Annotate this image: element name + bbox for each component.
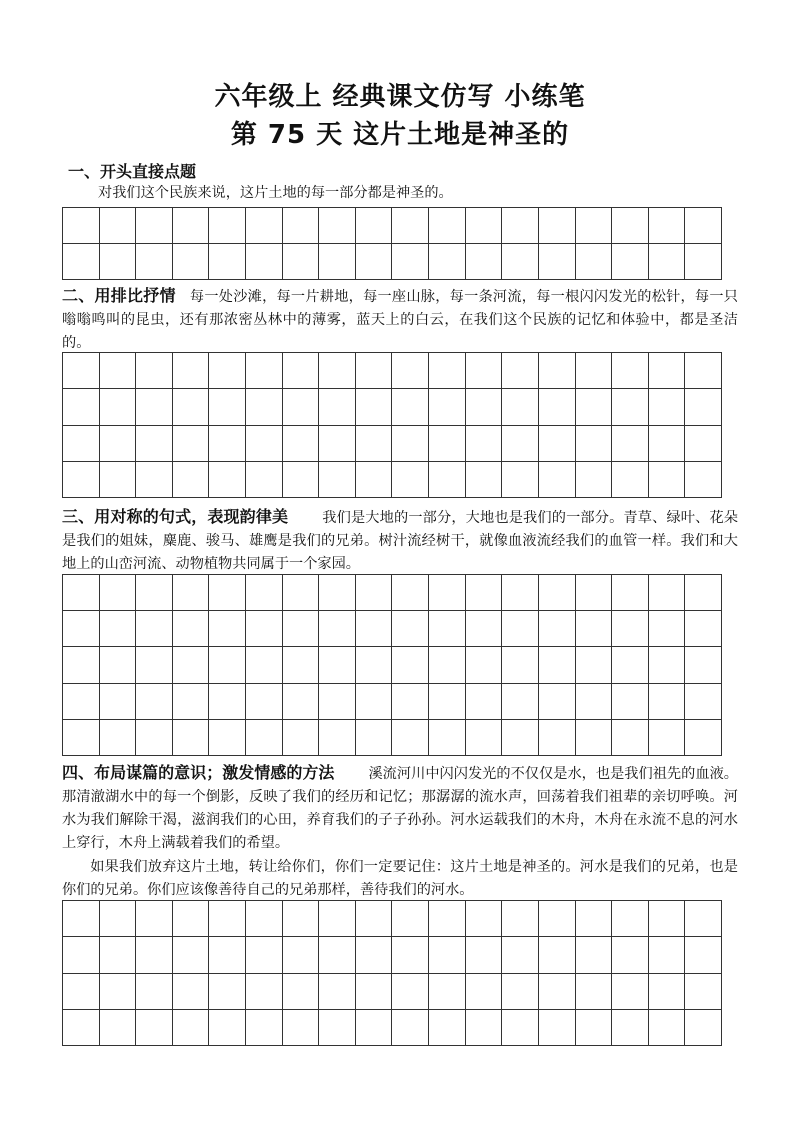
grid-cell[interactable] — [283, 647, 320, 683]
grid-cell[interactable] — [63, 901, 100, 937]
grid-cell[interactable] — [283, 353, 320, 389]
grid-cell[interactable] — [283, 720, 320, 756]
grid-cell[interactable] — [429, 462, 466, 498]
section-3-heading: 三、用对称的句式，表现韵律美 — [62, 507, 289, 526]
grid-cell[interactable] — [209, 244, 246, 280]
grid-cell[interactable] — [685, 353, 722, 389]
grid-cell[interactable] — [539, 244, 576, 280]
grid-cell[interactable] — [685, 901, 722, 937]
grid-cell[interactable] — [246, 1010, 283, 1046]
grid-cell[interactable] — [539, 462, 576, 498]
section-3-text: 我们是大地的一部分，大地也是我们的一部分。青草、绿叶、花朵是我们的姐妹，麋鹿、骏马、雄鹰是我们的兄弟。树汁流经树干，就像血液流经我们的血管一样。我们和大地上的山峦河流、动物植物共同属于一个家园。 — [62, 510, 738, 572]
grid-cell[interactable] — [246, 684, 283, 720]
grid-cell[interactable] — [246, 937, 283, 973]
grid-cell[interactable] — [502, 974, 539, 1010]
grid-cell[interactable] — [502, 575, 539, 611]
grid-cell[interactable] — [392, 720, 429, 756]
grid-cell[interactable] — [209, 462, 246, 498]
grid-cell[interactable] — [319, 1010, 356, 1046]
grid-cell[interactable] — [685, 208, 722, 244]
grid-cell[interactable] — [502, 389, 539, 425]
grid-cell[interactable] — [63, 389, 100, 425]
grid-cell[interactable] — [173, 611, 210, 647]
grid-cell[interactable] — [612, 426, 649, 462]
grid-cell[interactable] — [539, 1010, 576, 1046]
grid-cell[interactable] — [685, 389, 722, 425]
grid-cell[interactable] — [246, 462, 283, 498]
grid-cell[interactable] — [209, 974, 246, 1010]
grid-cell[interactable] — [502, 611, 539, 647]
grid-cell[interactable] — [612, 937, 649, 973]
grid-cell[interactable] — [612, 208, 649, 244]
grid-cell[interactable] — [392, 1010, 429, 1046]
grid-cell[interactable] — [429, 1010, 466, 1046]
grid-cell[interactable] — [209, 647, 246, 683]
grid-cell[interactable] — [356, 244, 393, 280]
grid-cell[interactable] — [319, 611, 356, 647]
section-4-heading: 四、布局谋篇的意识；激发情感的方法 — [62, 763, 335, 782]
grid-cell[interactable] — [685, 462, 722, 498]
grid-cell[interactable] — [685, 575, 722, 611]
grid-cell[interactable] — [100, 389, 137, 425]
grid-cell[interactable] — [173, 720, 210, 756]
grid-cell[interactable] — [100, 684, 137, 720]
grid-cell[interactable] — [649, 244, 686, 280]
grid-cell[interactable] — [649, 647, 686, 683]
grid-cell[interactable] — [319, 937, 356, 973]
grid-cell[interactable] — [209, 575, 246, 611]
grid-cell[interactable] — [173, 353, 210, 389]
grid-cell[interactable] — [246, 575, 283, 611]
grid-cell[interactable] — [136, 353, 173, 389]
grid-cell[interactable] — [429, 611, 466, 647]
grid-cell[interactable] — [466, 611, 503, 647]
grid-cell[interactable] — [392, 575, 429, 611]
grid-cell[interactable] — [319, 462, 356, 498]
grid-cell[interactable] — [576, 901, 613, 937]
grid-cell[interactable] — [356, 684, 393, 720]
grid-cell[interactable] — [576, 720, 613, 756]
grid-cell[interactable] — [246, 208, 283, 244]
grid-cell[interactable] — [100, 575, 137, 611]
grid-cell[interactable] — [246, 611, 283, 647]
grid-cell[interactable] — [429, 720, 466, 756]
grid-cell[interactable] — [612, 1010, 649, 1046]
section-3-paragraph — [62, 505, 738, 576]
grid-cell[interactable] — [685, 244, 722, 280]
grid-cell[interactable] — [319, 389, 356, 425]
grid-cell[interactable] — [649, 208, 686, 244]
grid-cell[interactable] — [685, 937, 722, 973]
section-2-paragraph — [62, 284, 738, 355]
grid-cell[interactable] — [466, 575, 503, 611]
grid-cell[interactable] — [649, 426, 686, 462]
grid-cell[interactable] — [576, 1010, 613, 1046]
grid-cell[interactable] — [100, 1010, 137, 1046]
grid-cell[interactable] — [429, 901, 466, 937]
grid-cell[interactable] — [429, 208, 466, 244]
grid-cell[interactable] — [502, 684, 539, 720]
grid-cell[interactable] — [209, 937, 246, 973]
grid-cell[interactable] — [136, 426, 173, 462]
grid-cell[interactable] — [136, 244, 173, 280]
grid-cell[interactable] — [100, 462, 137, 498]
grid-cell[interactable] — [356, 353, 393, 389]
grid-cell[interactable] — [429, 684, 466, 720]
grid-cell[interactable] — [63, 611, 100, 647]
grid-cell[interactable] — [100, 353, 137, 389]
grid-cell[interactable] — [466, 684, 503, 720]
writing-grid-4[interactable] — [62, 900, 722, 1046]
grid-cell[interactable] — [539, 647, 576, 683]
grid-cell[interactable] — [209, 353, 246, 389]
grid-cell[interactable] — [685, 684, 722, 720]
grid-cell[interactable] — [356, 720, 393, 756]
grid-cell[interactable] — [502, 937, 539, 973]
grid-cell[interactable] — [466, 462, 503, 498]
grid-cell[interactable] — [100, 937, 137, 973]
grid-cell[interactable] — [209, 426, 246, 462]
grid-cell[interactable] — [173, 974, 210, 1010]
grid-cell[interactable] — [649, 611, 686, 647]
grid-cell[interactable] — [466, 244, 503, 280]
grid-cell[interactable] — [612, 389, 649, 425]
grid-cell[interactable] — [209, 684, 246, 720]
grid-cell[interactable] — [429, 974, 466, 1010]
grid-cell[interactable] — [283, 611, 320, 647]
grid-cell[interactable] — [319, 684, 356, 720]
grid-cell[interactable] — [319, 575, 356, 611]
grid-cell[interactable] — [246, 389, 283, 425]
section-2-text: 每一处沙滩，每一片耕地，每一座山脉，每一条河流，每一根闪闪发光的松针，每一只嗡嗡鸣叫的昆虫，还有那浓密丛林中的薄雾，蓝天上的白云，在我们这个民族的记忆和体验中，都是圣洁的。 — [62, 289, 738, 351]
grid-cell[interactable] — [466, 208, 503, 244]
grid-cell[interactable] — [539, 426, 576, 462]
writing-grid-1[interactable] — [62, 207, 722, 280]
grid-cell[interactable] — [612, 684, 649, 720]
grid-cell[interactable] — [136, 462, 173, 498]
grid-cell[interactable] — [685, 720, 722, 756]
grid-cell[interactable] — [576, 462, 613, 498]
grid-cell[interactable] — [502, 426, 539, 462]
grid-cell[interactable] — [429, 647, 466, 683]
grid-cell[interactable] — [209, 720, 246, 756]
grid-cell[interactable] — [173, 208, 210, 244]
grid-cell[interactable] — [173, 937, 210, 973]
grid-cell[interactable] — [63, 462, 100, 498]
grid-cell[interactable] — [392, 462, 429, 498]
grid-cell[interactable] — [502, 353, 539, 389]
grid-cell[interactable] — [612, 462, 649, 498]
grid-cell[interactable] — [173, 244, 210, 280]
grid-cell[interactable] — [246, 244, 283, 280]
grid-cell[interactable] — [100, 647, 137, 683]
grid-cell[interactable] — [283, 1010, 320, 1046]
grid-cell[interactable] — [356, 575, 393, 611]
grid-cell[interactable] — [612, 720, 649, 756]
grid-cell[interactable] — [356, 462, 393, 498]
grid-cell[interactable] — [539, 208, 576, 244]
grid-cell[interactable] — [63, 937, 100, 973]
grid-cell[interactable] — [466, 1010, 503, 1046]
grid-cell[interactable] — [466, 353, 503, 389]
grid-cell[interactable] — [429, 575, 466, 611]
grid-cell[interactable] — [392, 426, 429, 462]
section-1-text — [62, 182, 738, 205]
grid-cell[interactable] — [502, 1010, 539, 1046]
grid-cell[interactable] — [429, 426, 466, 462]
section-2-heading: 二、用排比抒情 — [62, 286, 176, 305]
grid-cell[interactable] — [246, 647, 283, 683]
grid-cell[interactable] — [283, 937, 320, 973]
grid-cell[interactable] — [466, 974, 503, 1010]
grid-cell[interactable] — [283, 575, 320, 611]
grid-cell[interactable] — [649, 353, 686, 389]
grid-cell[interactable] — [283, 974, 320, 1010]
grid-cell[interactable] — [319, 974, 356, 1010]
grid-cell[interactable] — [612, 575, 649, 611]
grid-cell[interactable] — [576, 647, 613, 683]
grid-cell[interactable] — [356, 389, 393, 425]
grid-cell[interactable] — [392, 647, 429, 683]
grid-cell[interactable] — [685, 1010, 722, 1046]
grid-cell[interactable] — [63, 974, 100, 1010]
grid-cell[interactable] — [283, 244, 320, 280]
grid-cell[interactable] — [246, 353, 283, 389]
grid-cell[interactable] — [649, 684, 686, 720]
grid-cell[interactable] — [649, 937, 686, 973]
grid-cell[interactable] — [283, 901, 320, 937]
grid-cell[interactable] — [576, 575, 613, 611]
grid-cell[interactable] — [100, 244, 137, 280]
grid-cell[interactable] — [612, 244, 649, 280]
grid-cell[interactable] — [319, 353, 356, 389]
grid-cell[interactable] — [576, 611, 613, 647]
grid-cell[interactable] — [576, 937, 613, 973]
grid-cell[interactable] — [100, 901, 137, 937]
grid-cell[interactable] — [649, 462, 686, 498]
grid-cell[interactable] — [283, 208, 320, 244]
grid-cell[interactable] — [685, 974, 722, 1010]
grid-cell[interactable] — [649, 901, 686, 937]
grid-cell[interactable] — [136, 575, 173, 611]
grid-cell[interactable] — [283, 426, 320, 462]
grid-cell[interactable] — [136, 720, 173, 756]
grid-cell[interactable] — [209, 611, 246, 647]
grid-cell[interactable] — [576, 208, 613, 244]
grid-cell[interactable] — [392, 244, 429, 280]
grid-cell[interactable] — [100, 208, 137, 244]
grid-cell[interactable] — [209, 901, 246, 937]
grid-cell[interactable] — [209, 389, 246, 425]
grid-cell[interactable] — [612, 647, 649, 683]
grid-cell[interactable] — [283, 462, 320, 498]
grid-cell[interactable] — [576, 244, 613, 280]
grid-cell[interactable] — [319, 244, 356, 280]
section-4-text: 溪流河川中闪闪发光的不仅仅是水，也是我们祖先的血液。那清澈湖水中的每一个倒影，反映了我们的经历和记忆；那潺潺的流水声，回荡着我们祖辈的亲切呼唤。河水为我们解除干渴，滋润我们的心田，养育我们的子子孙孙。河水运载我们的木舟，木舟在永流不息的河水上穿行，木舟上满载着我们的希望。 — [62, 766, 738, 851]
grid-cell[interactable] — [136, 389, 173, 425]
grid-cell[interactable] — [136, 647, 173, 683]
grid-cell[interactable] — [576, 426, 613, 462]
grid-cell[interactable] — [649, 575, 686, 611]
grid-cell[interactable] — [63, 353, 100, 389]
grid-cell[interactable] — [392, 611, 429, 647]
grid-cell[interactable] — [136, 208, 173, 244]
grid-cell[interactable] — [63, 426, 100, 462]
grid-cell[interactable] — [649, 1010, 686, 1046]
grid-cell[interactable] — [649, 720, 686, 756]
grid-cell[interactable] — [502, 462, 539, 498]
grid-cell[interactable] — [466, 901, 503, 937]
grid-cell[interactable] — [502, 208, 539, 244]
grid-cell[interactable] — [63, 244, 100, 280]
grid-cell[interactable] — [612, 901, 649, 937]
grid-cell[interactable] — [136, 611, 173, 647]
grid-cell[interactable] — [63, 575, 100, 611]
grid-cell[interactable] — [649, 389, 686, 425]
grid-cell[interactable] — [649, 974, 686, 1010]
grid-cell[interactable] — [283, 684, 320, 720]
grid-cell[interactable] — [63, 720, 100, 756]
grid-cell[interactable] — [319, 426, 356, 462]
grid-cell[interactable] — [356, 1010, 393, 1046]
grid-cell[interactable] — [356, 208, 393, 244]
grid-cell[interactable] — [429, 244, 466, 280]
grid-cell[interactable] — [319, 720, 356, 756]
section-1-sentence: 对我们这个民族来说，这片土地的每一部分都是神圣的。 — [98, 185, 453, 201]
grid-cell[interactable] — [136, 937, 173, 973]
grid-cell[interactable] — [246, 974, 283, 1010]
grid-cell[interactable] — [63, 647, 100, 683]
grid-cell[interactable] — [576, 389, 613, 425]
grid-cell[interactable] — [612, 353, 649, 389]
grid-cell[interactable] — [173, 684, 210, 720]
grid-cell[interactable] — [612, 974, 649, 1010]
section-1-heading: 一、开头直接点题 — [68, 162, 197, 181]
grid-cell[interactable] — [502, 720, 539, 756]
grid-cell[interactable] — [392, 974, 429, 1010]
grid-cell[interactable] — [246, 901, 283, 937]
grid-cell[interactable] — [539, 611, 576, 647]
grid-cell[interactable] — [173, 1010, 210, 1046]
grid-cell[interactable] — [466, 426, 503, 462]
grid-cell[interactable] — [63, 208, 100, 244]
section-4-paragraph — [62, 761, 738, 855]
lesson-title: 第 75 天 这片土地是神圣的 — [230, 120, 570, 150]
grid-cell[interactable] — [685, 611, 722, 647]
grid-cell[interactable] — [173, 389, 210, 425]
grid-cell[interactable] — [246, 426, 283, 462]
grid-cell[interactable] — [173, 647, 210, 683]
grid-cell[interactable] — [63, 684, 100, 720]
grid-cell[interactable] — [356, 901, 393, 937]
grid-cell[interactable] — [246, 720, 283, 756]
grid-cell[interactable] — [136, 974, 173, 1010]
grid-cell[interactable] — [100, 974, 137, 1010]
grid-cell[interactable] — [136, 684, 173, 720]
grid-cell[interactable] — [539, 937, 576, 973]
grid-cell[interactable] — [539, 974, 576, 1010]
grid-cell[interactable] — [466, 937, 503, 973]
grid-cell[interactable] — [539, 575, 576, 611]
grid-cell[interactable] — [319, 647, 356, 683]
grid-cell[interactable] — [576, 974, 613, 1010]
writing-grid-2[interactable] — [62, 352, 722, 498]
grid-cell[interactable] — [283, 389, 320, 425]
grid-cell[interactable] — [502, 647, 539, 683]
grid-cell[interactable] — [539, 901, 576, 937]
grid-cell[interactable] — [173, 575, 210, 611]
grid-cell[interactable] — [392, 937, 429, 973]
section-4-paragraph-2 — [62, 856, 738, 902]
grid-cell[interactable] — [100, 426, 137, 462]
grid-cell[interactable] — [319, 901, 356, 937]
grid-cell[interactable] — [392, 389, 429, 425]
section-4-text-2: 如果我们放弃这片土地，转让给你们，你们一定要记住：这片土地是神圣的。河水是我们的兄弟，也是你们的兄弟。你们应该像善待自己的兄弟那样，善待我们的河水。 — [62, 859, 738, 898]
grid-cell[interactable] — [539, 720, 576, 756]
grid-cell[interactable] — [576, 353, 613, 389]
grid-cell[interactable] — [356, 974, 393, 1010]
grid-cell[interactable] — [429, 353, 466, 389]
grid-cell[interactable] — [356, 937, 393, 973]
grid-cell[interactable] — [173, 462, 210, 498]
grid-cell[interactable] — [685, 647, 722, 683]
grid-cell[interactable] — [539, 389, 576, 425]
grid-cell[interactable] — [392, 901, 429, 937]
grid-cell[interactable] — [136, 901, 173, 937]
grid-cell[interactable] — [356, 611, 393, 647]
writing-grid-3[interactable] — [62, 574, 722, 756]
grid-cell[interactable] — [100, 611, 137, 647]
grid-cell[interactable] — [466, 389, 503, 425]
grid-cell[interactable] — [392, 353, 429, 389]
grid-cell[interactable] — [502, 244, 539, 280]
grid-cell[interactable] — [356, 426, 393, 462]
grid-cell[interactable] — [392, 684, 429, 720]
grid-cell[interactable] — [173, 901, 210, 937]
grid-cell[interactable] — [502, 901, 539, 937]
grid-cell[interactable] — [209, 1010, 246, 1046]
grid-cell[interactable] — [392, 208, 429, 244]
grid-cell[interactable] — [100, 720, 137, 756]
grid-cell[interactable] — [173, 426, 210, 462]
grid-cell[interactable] — [466, 647, 503, 683]
worksheet-title: 六年级上 经典课文仿写 小练笔 — [214, 82, 586, 112]
grid-cell[interactable] — [209, 208, 246, 244]
grid-cell[interactable] — [319, 208, 356, 244]
grid-cell[interactable] — [612, 611, 649, 647]
grid-cell[interactable] — [429, 389, 466, 425]
grid-cell[interactable] — [685, 426, 722, 462]
grid-cell[interactable] — [539, 684, 576, 720]
grid-cell[interactable] — [466, 720, 503, 756]
grid-cell[interactable] — [576, 684, 613, 720]
grid-cell[interactable] — [356, 647, 393, 683]
grid-cell[interactable] — [63, 1010, 100, 1046]
grid-cell[interactable] — [429, 937, 466, 973]
grid-cell[interactable] — [136, 1010, 173, 1046]
grid-cell[interactable] — [539, 353, 576, 389]
